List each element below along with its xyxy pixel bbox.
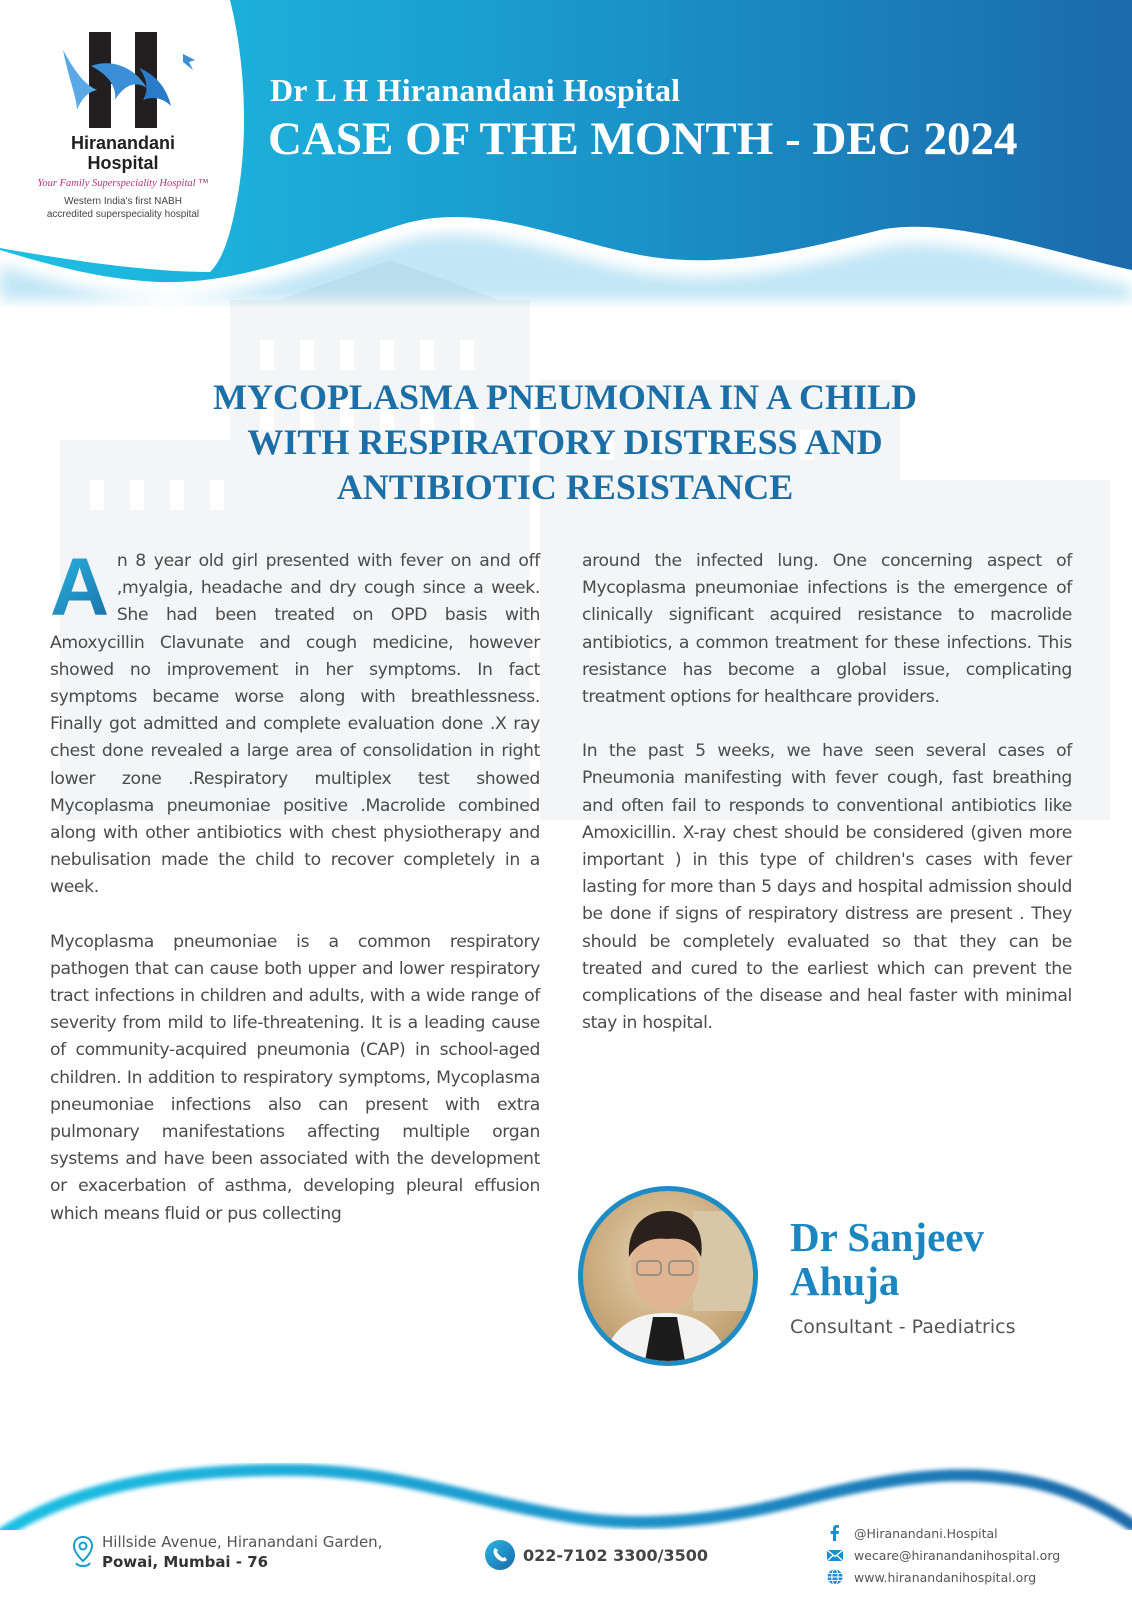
article-paragraph-3: In the past 5 weeks, we have seen several cases of Pneumonia manifesting with fever cough, fast breathing and often fail to responds to conventional antibiotics like Amoxicillin. X-ray chest should be considered (given more important ) in this type of children's cases with fever lasting for more than 5 days and hospital admission should be done if signs of respiratory distress are present . They should be completely evaluated so that they can be treated and cured to the earliest which can prevent the complications of the disease and heal faster with minimal stay in hospital. xyxy=(582,741,1072,1034)
facebook-handle[interactable]: @Hiranandani.Hospital xyxy=(854,1525,998,1541)
footer-phone[interactable] xyxy=(485,1540,708,1570)
header-subtitle: Dr L H Hiranandani Hospital xyxy=(270,72,681,108)
website-link[interactable] xyxy=(826,1566,1060,1588)
logo-name-line2: Hospital xyxy=(87,153,159,173)
doctor-name xyxy=(790,1215,984,1303)
article-paragraph-2-part2: around the infected lung. One concerning aspect of Mycoplasma pneumoniae infections is the emergence of clinically significant acquired resistance to macrolide antibiotics, a common treatment for these infections. This resistance has become a global issue, complicating treatment options for healthcare providers. xyxy=(582,551,1072,708)
article-column-left xyxy=(50,542,540,1255)
facebook-icon xyxy=(826,1524,844,1542)
logo-tagline: Your Family Superspeciality Hospital ™ xyxy=(37,178,209,189)
doctor-role: Consultant - Paediatrics xyxy=(790,1316,1016,1338)
email-address[interactable]: wecare@hiranandanihospital.org xyxy=(854,1547,1061,1563)
logo-h-birds-icon xyxy=(43,28,203,132)
phone-number[interactable]: 022-7102 3300/3500 xyxy=(523,1545,709,1565)
drop-cap: A xyxy=(50,542,109,633)
article-paragraph-2-part1: Mycoplasma pneumoniae is a common respiratory pathogen that can cause both upper and lower respiratory tract infections in children and adults, with a wide range of severity from mild to life-threatening. It is a leading cause of community-acquired pneumonia (CAP) in school-aged children. In addition to respiratory symptoms, Mycoplasma pneumoniae infections also can present with extra pulmonary manifestations affecting multiple organ systems and have been associated with the development or exacerbation of asthma, developing pleural effusion which means fluid or pus collecting xyxy=(50,931,540,1224)
address-text xyxy=(102,1532,382,1572)
article-column-right xyxy=(582,548,1072,1064)
nabh-line2: accredited superspeciality hospital xyxy=(46,209,200,220)
location-pin-icon xyxy=(72,1535,94,1569)
doctor-name-line1: Dr Sanjeev xyxy=(790,1214,984,1260)
article-title xyxy=(120,375,1010,510)
email-link[interactable] xyxy=(826,1544,1060,1566)
header-title: CASE OF THE MONTH - DEC 2024 xyxy=(268,113,1018,165)
doctor-avatar xyxy=(578,1186,758,1366)
nabh-line1: Western India's first NABH xyxy=(64,196,182,207)
address-line1: Hillside Avenue, Hiranandani Garden, xyxy=(102,1533,383,1551)
globe-icon xyxy=(826,1568,844,1586)
article-title-line1: MYCOPLASMA PNEUMONIA IN A CHILD xyxy=(212,377,918,417)
paragraph-1-text: n 8 year old girl presented with fever on and off ,myalgia, headache and dry cough since a week. She had been treated on OPD basis with Amoxycillin Clavunate and cough medicine, however showed no improvement in her symptoms. In fact symptoms became worse along with breathlessness. Finally got admitted and complete evaluation done .X ray chest done revealed a large area of consolidation in right lower zone .Respiratory multiplex test showed Mycoplasma pneumoniae positive .Macrolide combined along with other antibiotics with chest physiotherapy and nebulisation made the child to recover completely in a week. xyxy=(50,551,540,898)
address-line2: Powai, Mumbai - 76 xyxy=(102,1553,269,1571)
footer-contacts xyxy=(826,1522,1060,1588)
footer-address xyxy=(72,1532,382,1572)
article-paragraph-1 xyxy=(50,542,540,902)
mail-icon xyxy=(826,1546,844,1564)
article-title-line2: WITH RESPIRATORY DISTRESS AND xyxy=(247,422,883,462)
footer-wave xyxy=(0,1440,1132,1530)
logo-name-line1: Hiranandani xyxy=(70,133,176,153)
facebook-link[interactable] xyxy=(826,1522,1060,1544)
doctor-name-line2: Ahuja xyxy=(790,1258,900,1304)
article-title-line3: ANTIBIOTIC RESISTANCE xyxy=(336,467,794,507)
phone-icon xyxy=(485,1540,515,1570)
doctor-portrait-icon xyxy=(583,1191,753,1361)
nabh-accreditation-text xyxy=(18,195,228,221)
hospital-logo xyxy=(18,28,228,221)
website-url[interactable]: www.hiranandanihospital.org xyxy=(854,1569,1037,1585)
